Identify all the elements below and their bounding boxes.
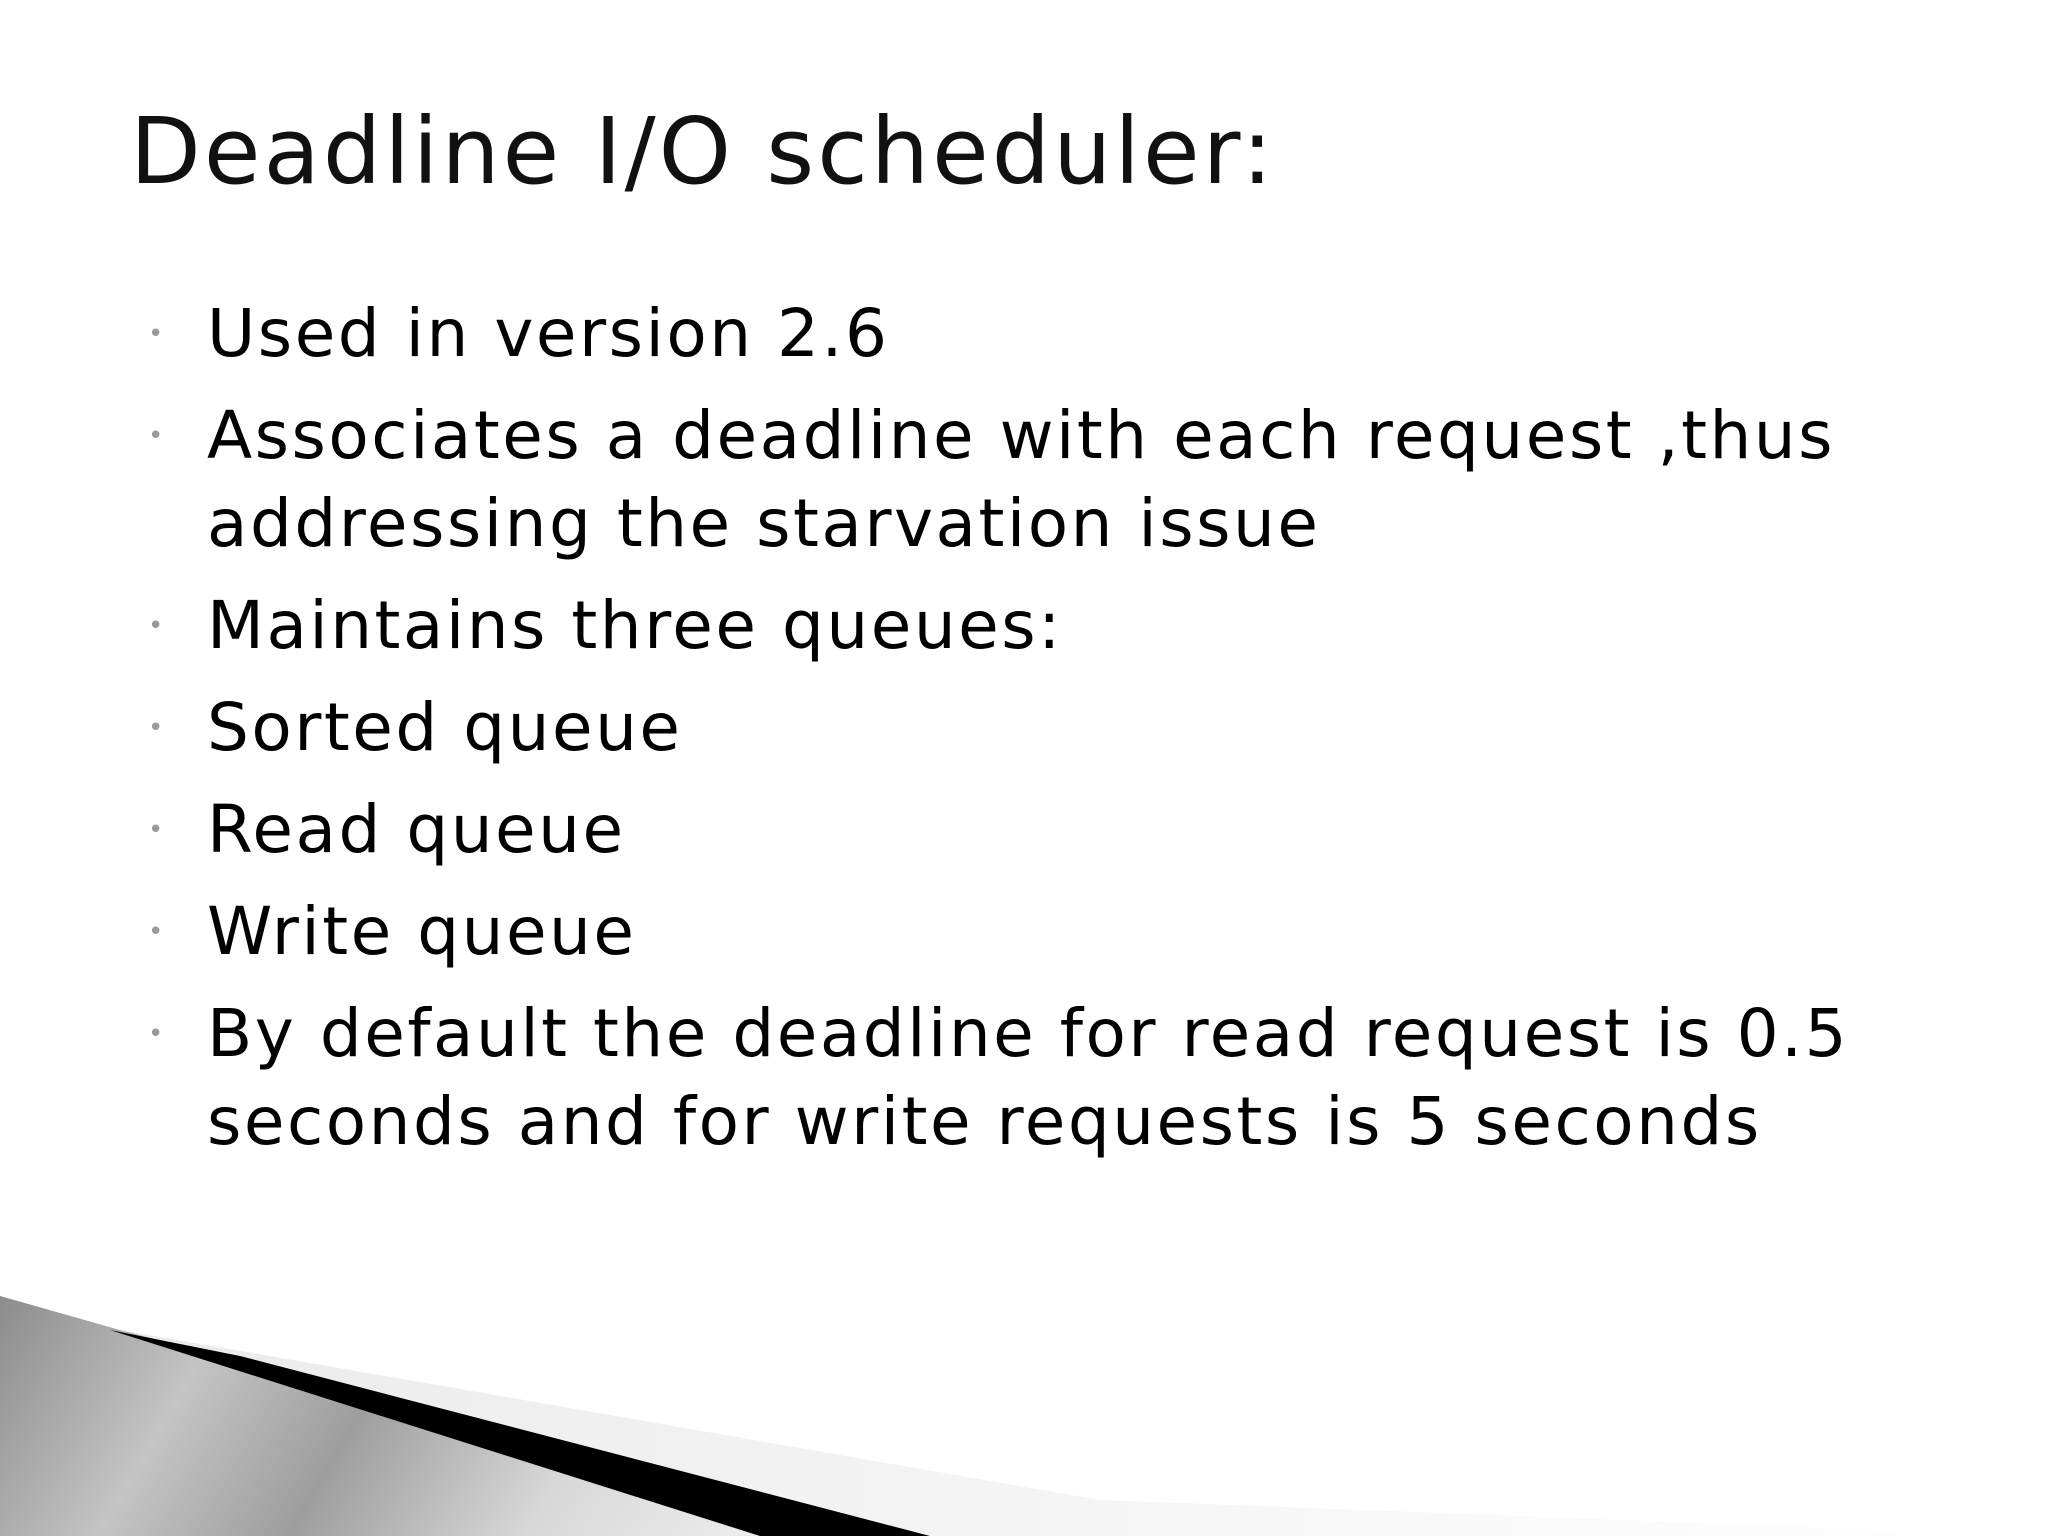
- bullet-dot: •: [148, 815, 166, 845]
- bullet-text: Write queue: [207, 893, 637, 970]
- bullet-dot: •: [148, 319, 166, 349]
- bullet-item: [140, 888, 1940, 976]
- bullet-dot: •: [148, 713, 166, 743]
- bullet-dot: •: [148, 1019, 166, 1049]
- bullet-item: [140, 582, 1940, 670]
- bullet-dot: •: [148, 917, 166, 947]
- bullet-text: Associates a deadline with each request ,thus addressing the starvation issue: [207, 397, 1835, 562]
- bullet-text: By default the deadline for read request is 0.5 seconds and for write requests is 5 seconds: [207, 995, 1850, 1160]
- bullet-text: Read queue: [207, 791, 626, 868]
- bullet-text: Used in version 2.6: [207, 295, 890, 372]
- bullet-item: [140, 684, 1940, 772]
- bullet-list: [140, 290, 1940, 1180]
- bullet-item: [140, 392, 1940, 568]
- bullet-text: Sorted queue: [207, 689, 683, 766]
- bullet-item: [140, 786, 1940, 874]
- bullet-item: [140, 990, 1940, 1166]
- bullet-item: [140, 290, 1940, 378]
- slide-title: Deadline I/O scheduler:: [130, 98, 1276, 205]
- bullet-dot: •: [148, 611, 166, 641]
- bullet-dot: •: [148, 421, 166, 451]
- bullet-text: Maintains three queues:: [207, 587, 1063, 664]
